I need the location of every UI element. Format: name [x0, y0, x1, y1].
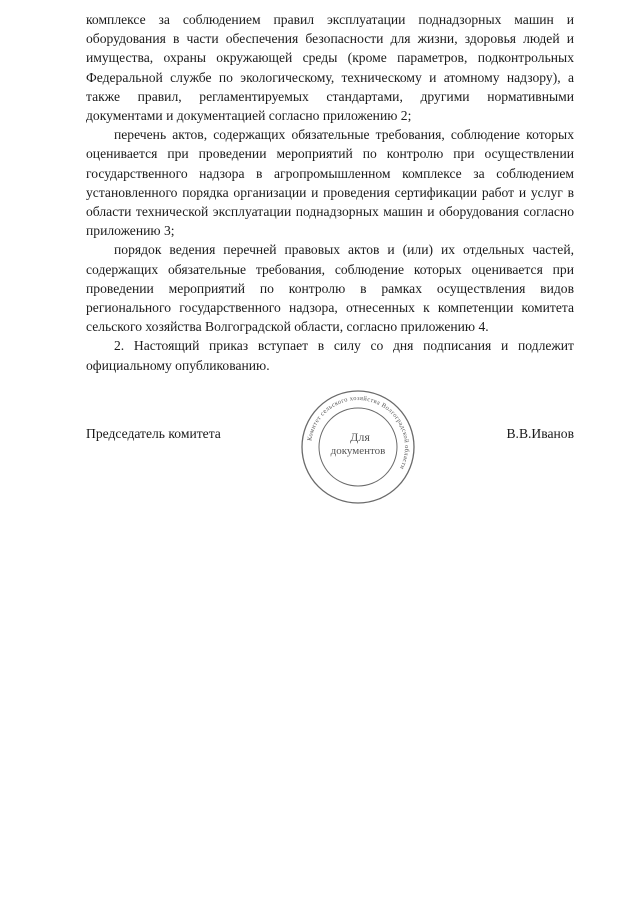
stamp-ring-text: Комитет сельского хозяйства Волгоградской области — [306, 394, 411, 471]
document-body — [86, 10, 574, 375]
paragraph-continuation: комплексе за соблюдением правил эксплуатации поднадзорных машин и оборудования в части обеспечения безопасности для жизни, здоровья людей и имущества, охраны окружающей среды (кроме параметров, подконтрольных Федеральной службе по экологическому, техническому и атомному надзору), а также правил, регламентируемых стандартами, другими нормативными документами и документацией согласно приложению 2; — [86, 12, 574, 124]
stamp-line-1: Для — [350, 430, 370, 444]
signatory-position: Председатель комитета — [86, 426, 221, 441]
seal-stamp — [299, 388, 417, 506]
stamp-line-2: документов — [330, 445, 386, 457]
signatory-name: В.В.Иванов — [506, 426, 574, 441]
paragraph-effective-date: 2. Настоящий приказ вступает в силу со дня подписания и подлежит официальному опубликованию. — [86, 338, 574, 373]
paragraph-appendix-4: порядок ведения перечней правовых актов и (или) их отдельных частей, содержащих обязательные требования, соблюдение которых оценивается при проведении мероприятий по контролю в рамках осуществления видов регионального государственного надзора, отнесенных к компетенции комитета сельского хозяйства Волгоградской области, согласно приложению 4. — [86, 242, 574, 335]
paragraph-appendix-3: перечень актов, содержащих обязательные требования, соблюдение которых оценивается при проведении мероприятий по контролю при осуществлении государственного надзора в агропромышленном комплексе за соблюдением установленного порядка организации и проведения сертификации работ и услуг в области технической эксплуатации поднадзорных машин и оборудования согласно приложению 3; — [86, 127, 574, 239]
